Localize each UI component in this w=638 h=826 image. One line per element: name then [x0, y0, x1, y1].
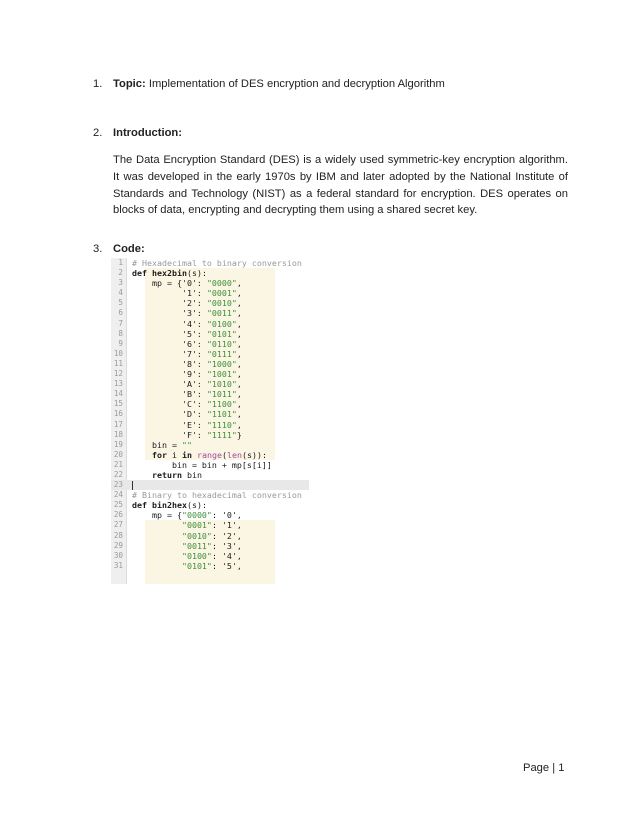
code-token: '2': [132, 298, 207, 309]
line-number: 4 [118, 288, 123, 298]
line-number: 19 [113, 439, 123, 449]
code-token: "1110" [206, 419, 237, 430]
code-text [132, 389, 242, 399]
code-token: "0000" [181, 510, 212, 521]
code-token: # Hexadecimal to binary conversion [132, 258, 302, 268]
code-token: "0100" [206, 318, 237, 329]
code-token [132, 520, 182, 530]
code-line [111, 359, 309, 369]
code-token: 'A': [132, 379, 207, 390]
section-introduction [93, 125, 573, 142]
code-line [111, 409, 309, 419]
code-line [111, 460, 309, 470]
code-token: "1010" [206, 379, 237, 390]
code-line [111, 308, 309, 318]
line-number: 31 [113, 560, 123, 570]
code-token: "1001" [206, 369, 237, 380]
code-token: , [236, 338, 242, 349]
code-token: 'C': [132, 399, 207, 410]
code-token: "0011" [206, 308, 237, 319]
code-text [132, 268, 207, 278]
line-number: 20 [113, 449, 123, 459]
code-text [132, 379, 242, 389]
code-token: 'D': [132, 409, 207, 420]
code-line [111, 420, 309, 430]
code-line [111, 551, 309, 561]
code-line [111, 561, 309, 571]
code-token: 'B': [132, 389, 207, 400]
code-line [111, 258, 309, 268]
line-number: 11 [113, 358, 123, 368]
code-token: (s)): [241, 449, 267, 460]
code-text [132, 319, 242, 329]
code-token: in [181, 449, 192, 460]
section-text: Implementation of DES encryption and decryption Algorithm [145, 78, 445, 90]
code-text [132, 339, 242, 349]
code-token: : '1', [211, 520, 242, 531]
page-number: Page | 1 [523, 762, 565, 774]
code-line [111, 329, 309, 339]
code-line [111, 298, 309, 308]
code-token [132, 450, 152, 460]
code-token: (s): [186, 268, 207, 279]
line-number: 18 [113, 429, 123, 439]
code-token: 'F': [132, 429, 207, 440]
line-number: 16 [113, 409, 123, 419]
code-token: , [236, 419, 242, 430]
code-token: "0000" [206, 278, 237, 289]
code-text [132, 561, 242, 571]
code-token: , [236, 348, 242, 359]
code-line [111, 541, 309, 551]
code-token: , [236, 318, 242, 329]
line-number: 21 [113, 459, 123, 469]
code-text [132, 450, 267, 460]
code-text [132, 329, 242, 339]
section-number: 2. [93, 127, 103, 139]
line-number: 12 [113, 369, 123, 379]
code-token: } [236, 429, 242, 440]
section-label: Introduction: [113, 127, 182, 139]
line-number: 10 [113, 348, 123, 358]
code-token: def [132, 500, 152, 511]
line-number: 1 [118, 258, 123, 267]
line-number: 17 [113, 419, 123, 429]
code-token: range [196, 449, 222, 460]
code-token: : '2', [211, 530, 242, 541]
code-token: , [236, 399, 242, 410]
code-line [111, 440, 309, 450]
section-number: 1. [93, 78, 103, 90]
code-token: def [132, 268, 152, 279]
code-token: bin [181, 469, 202, 480]
code-token: 'E': [132, 419, 207, 430]
introduction-paragraph: The Data Encryption Standard (DES) is a widely used symmetric-key encryption algorithm. It was developed in the early 1970s by IBM and later adopted by the National Institute of Standards and Technology (NIST) as a federal standard for encryption. DES operates on blocks of data, encrypting and decrypting them using a shared secret key. [113, 154, 568, 217]
code-token [132, 541, 182, 551]
code-line [111, 430, 309, 440]
code-line [111, 389, 309, 399]
code-line [111, 379, 309, 389]
line-number: 14 [113, 389, 123, 399]
code-token: for [151, 449, 167, 460]
code-token: i [166, 449, 182, 460]
code-token: , [236, 389, 242, 400]
code-token: '9': [132, 369, 207, 380]
code-line [111, 520, 309, 530]
code-token: bin = [132, 439, 182, 450]
code-token: , [236, 328, 242, 339]
code-line [111, 278, 309, 288]
code-token: '5': [132, 328, 207, 339]
code-text [132, 520, 242, 530]
code-lines [111, 258, 309, 571]
code-token: bin2hex [151, 500, 187, 511]
code-token: : '3', [211, 540, 242, 551]
code-token: "0101" [206, 328, 237, 339]
code-token: # Binary to hexadecimal conversion [132, 490, 302, 501]
code-token: "0011" [181, 540, 212, 551]
line-number: 9 [118, 338, 123, 348]
code-text [132, 308, 242, 318]
code-token: "1011" [206, 389, 237, 400]
code-token: , [236, 369, 242, 380]
code-token: , [236, 409, 242, 420]
code-token: '8': [132, 358, 207, 369]
code-token: len [226, 449, 242, 460]
code-token: "" [181, 439, 192, 450]
line-number: 26 [113, 510, 123, 520]
line-number: 28 [113, 530, 123, 540]
line-number: 29 [113, 540, 123, 550]
code-line [111, 510, 309, 520]
code-token: mp = {'0': [132, 278, 207, 289]
code-text [132, 278, 242, 288]
code-text [132, 510, 242, 520]
section-number: 3. [93, 243, 103, 255]
line-number: 5 [118, 298, 123, 308]
code-line [111, 500, 309, 510]
code-text [132, 258, 302, 268]
section-code [93, 241, 573, 258]
code-text [132, 359, 242, 369]
code-line [111, 399, 309, 409]
code-token: "1100" [206, 399, 237, 410]
line-number: 30 [113, 550, 123, 560]
code-token: "1000" [206, 358, 237, 369]
code-line [111, 369, 309, 379]
line-number: 2 [118, 268, 123, 278]
code-text [132, 288, 242, 298]
code-text [132, 480, 133, 490]
code-token: : '0', [211, 510, 242, 521]
code-token: , [236, 298, 242, 309]
line-number: 7 [118, 318, 123, 328]
code-line [111, 480, 309, 490]
code-line [111, 268, 309, 278]
section-label: Topic: [113, 78, 146, 90]
code-token: '6': [132, 338, 207, 349]
code-token: , [236, 308, 242, 319]
line-number: 27 [113, 520, 123, 530]
line-number: 15 [113, 399, 123, 409]
code-token: "1111" [206, 429, 237, 440]
text-cursor [132, 481, 133, 490]
code-token: , [236, 379, 242, 390]
code-token: "0100" [181, 550, 212, 561]
code-line [111, 319, 309, 329]
code-token [132, 531, 182, 541]
code-token: return [151, 469, 182, 480]
code-token: , [236, 278, 242, 289]
code-token: "0101" [181, 560, 212, 571]
line-number: 23 [113, 480, 123, 490]
code-text [132, 541, 242, 551]
code-token: "0001" [181, 520, 212, 531]
code-text [132, 399, 242, 409]
code-line [111, 349, 309, 359]
code-token: , [236, 288, 242, 299]
code-text [132, 470, 202, 480]
code-line [111, 470, 309, 480]
code-text [132, 369, 242, 379]
code-text [132, 420, 242, 430]
line-number: 6 [118, 308, 123, 318]
code-line [111, 490, 309, 500]
code-line [111, 450, 309, 460]
code-text [132, 349, 242, 359]
code-token: '4': [132, 318, 207, 329]
code-token [132, 551, 182, 561]
code-token: , [236, 358, 242, 369]
code-screenshot [111, 258, 309, 584]
code-token: : '4', [211, 550, 242, 561]
line-number: 13 [113, 379, 123, 389]
line-number: 8 [118, 328, 123, 338]
code-token: '3': [132, 308, 207, 319]
code-token [132, 561, 182, 571]
line-number: 22 [113, 469, 123, 479]
line-number: 25 [113, 500, 123, 510]
code-text [132, 460, 272, 470]
code-line [111, 288, 309, 298]
code-text [132, 551, 242, 561]
code-token: : '5', [211, 560, 242, 571]
code-text [132, 500, 207, 510]
code-text [132, 440, 192, 450]
code-token: '1': [132, 288, 207, 299]
code-token: "0010" [206, 298, 237, 309]
code-token: '7': [132, 348, 207, 359]
code-token: "0110" [206, 338, 237, 349]
code-token: (s): [186, 500, 207, 511]
code-text [132, 490, 302, 500]
code-text [132, 430, 242, 440]
code-token [132, 470, 152, 480]
code-token: hex2bin [151, 268, 187, 279]
code-line [111, 531, 309, 541]
code-token: ( [221, 449, 227, 460]
line-number: 24 [113, 490, 123, 500]
code-token: "0001" [206, 288, 237, 299]
code-token: bin = bin + mp[s[i]] [132, 459, 272, 470]
section-label: Code: [113, 243, 145, 255]
code-token: "1101" [206, 409, 237, 420]
code-line [111, 339, 309, 349]
line-number: 3 [118, 278, 123, 288]
code-token: "0010" [181, 530, 212, 541]
code-token: mp = { [132, 510, 182, 521]
code-text [132, 298, 242, 308]
section-topic [93, 76, 573, 93]
code-text [132, 409, 242, 419]
code-text [132, 531, 242, 541]
code-token: "0111" [206, 348, 237, 359]
